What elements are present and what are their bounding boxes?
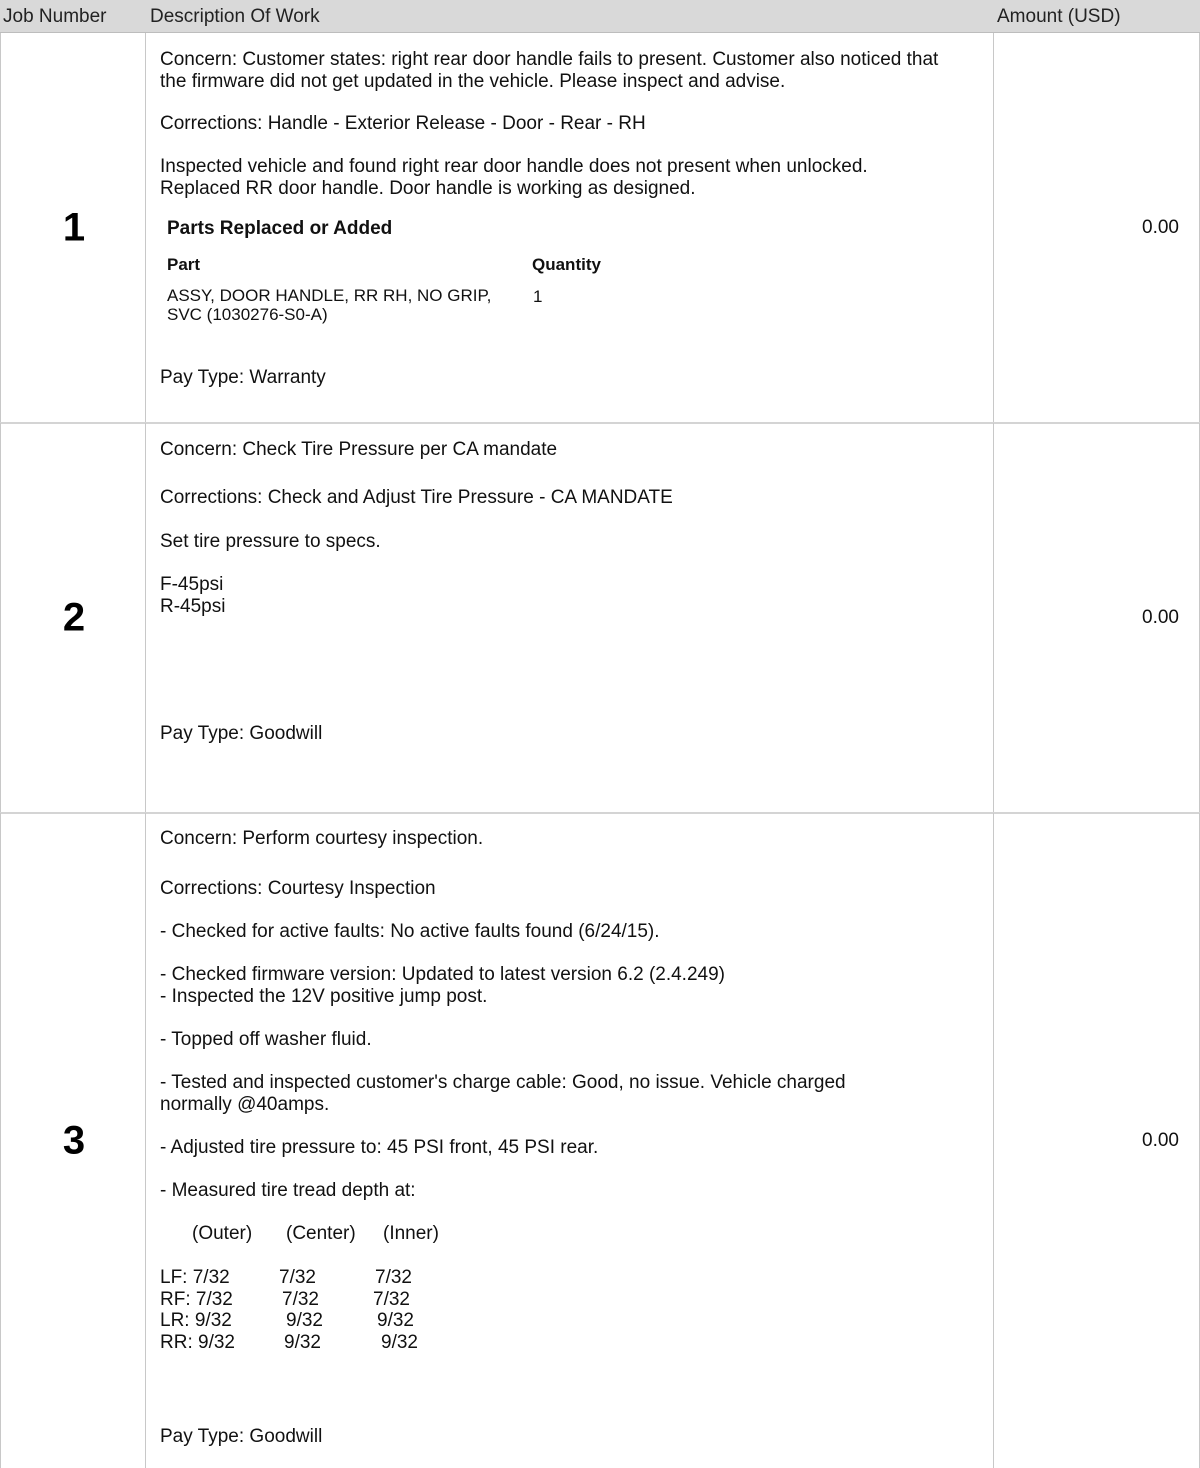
front-pressure: F-45psi: [160, 574, 224, 595]
job-number: 1: [62, 205, 86, 250]
tread-row-label: LR: 9/32: [160, 1310, 232, 1331]
job-amount: 0.00: [1142, 607, 1179, 628]
concern-text: Concern: Customer states: right rear door handle fails to present. Customer also noticed that: [160, 49, 939, 70]
part-name: ASSY, DOOR HANDLE, RR RH, NO GRIP,: [167, 286, 492, 305]
tread-row-center: 9/32: [284, 1332, 321, 1353]
part-name-cont: SVC (1030276-S0-A): [167, 305, 328, 324]
description-cell: [146, 813, 993, 1468]
tread-header-outer: (Outer): [192, 1223, 253, 1244]
firmware-check: - Checked firmware version: Updated to latest version 6.2 (2.4.249): [160, 964, 725, 985]
table-row-job-2: [0, 423, 1200, 813]
job-number-cell: [0, 423, 146, 813]
corrections-text: Corrections: Check and Adjust Tire Pressure - CA MANDATE: [160, 487, 673, 508]
tread-depth-intro: - Measured tire tread depth at:: [160, 1180, 416, 1201]
header-description: Description Of Work: [150, 6, 320, 27]
tread-row-inner: 7/32: [375, 1267, 412, 1288]
concern-text-cont: the firmware did not get updated in the vehicle. Please inspect and advise.: [160, 71, 786, 92]
faults-check: - Checked for active faults: No active faults found (6/24/15).: [160, 921, 660, 942]
part-quantity: 1: [533, 287, 543, 306]
technician-notes: Set tire pressure to specs.: [160, 531, 381, 552]
tire-pressure-adjust: - Adjusted tire pressure to: 45 PSI front, 45 PSI rear.: [160, 1137, 599, 1158]
technician-notes-cont: Replaced RR door handle. Door handle is working as designed.: [160, 178, 696, 199]
charge-cable-check: - Tested and inspected customer's charge cable: Good, no issue. Vehicle charged: [160, 1072, 846, 1093]
charge-cable-check-cont: normally @40amps.: [160, 1094, 330, 1115]
pay-type: Pay Type: Goodwill: [160, 1426, 323, 1447]
table-row-job-3: [0, 813, 1200, 1468]
job-number-cell: [0, 813, 146, 1468]
washer-fluid: - Topped off washer fluid.: [160, 1029, 372, 1050]
technician-notes: Inspected vehicle and found right rear door handle does not present when unlocked.: [160, 156, 868, 177]
job-number: 3: [62, 1118, 86, 1162]
header-amount: Amount (USD): [997, 6, 1121, 27]
tread-row-center: 7/32: [279, 1267, 316, 1288]
tread-row-label: RR: 9/32: [160, 1332, 235, 1353]
header-job-number: Job Number: [3, 6, 107, 27]
amount-cell: [993, 33, 1200, 423]
job-amount: 0.00: [1142, 1129, 1179, 1151]
job-amount: 0.00: [1142, 217, 1179, 238]
concern-text: Concern: Perform courtesy inspection.: [160, 828, 484, 849]
description-cell: [146, 33, 993, 423]
tread-row-center: 7/32: [282, 1289, 319, 1310]
tread-header-center: (Center): [286, 1223, 356, 1244]
tread-header-inner: (Inner): [383, 1223, 439, 1244]
pay-type: Pay Type: Warranty: [160, 367, 326, 388]
parts-section-title: Parts Replaced or Added: [167, 218, 393, 239]
job-number: 2: [62, 595, 86, 640]
tread-row-inner: 9/32: [381, 1332, 418, 1353]
corrections-text: Corrections: Courtesy Inspection: [160, 878, 436, 899]
corrections-text: Corrections: Handle - Exterior Release - Door - Rear - RH: [160, 113, 646, 134]
job-number-cell: [0, 33, 146, 423]
table-row-job-1: [0, 33, 1200, 423]
parts-column-part: Part: [167, 255, 201, 274]
table-header: [0, 0, 1200, 33]
tread-row-inner: 9/32: [377, 1310, 414, 1331]
pay-type: Pay Type: Goodwill: [160, 723, 323, 744]
tread-row-center: 9/32: [286, 1310, 323, 1331]
tread-row-label: RF: 7/32: [160, 1289, 233, 1310]
rear-pressure: R-45psi: [160, 596, 226, 617]
parts-column-quantity: Quantity: [532, 255, 601, 274]
jump-post-check: - Inspected the 12V positive jump post.: [160, 986, 488, 1007]
description-cell: [146, 423, 993, 813]
concern-text: Concern: Check Tire Pressure per CA mandate: [160, 439, 558, 460]
amount-cell: [993, 423, 1200, 813]
amount-cell: [993, 813, 1200, 1468]
tread-row-inner: 7/32: [373, 1289, 410, 1310]
tread-row-label: LF: 7/32: [160, 1267, 230, 1288]
